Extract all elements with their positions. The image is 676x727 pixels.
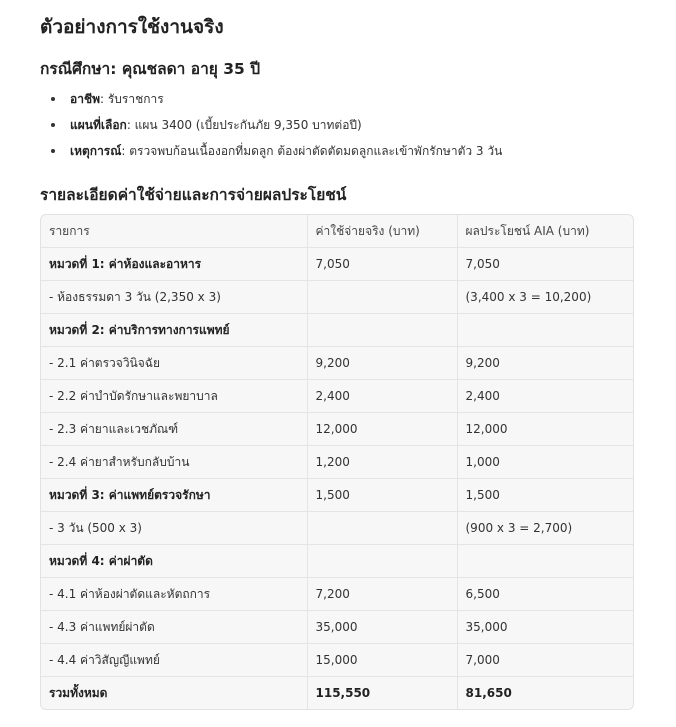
section-title: รายละเอียดค่าใช้จ่ายและการจ่ายผลประโยชน์ bbox=[40, 186, 347, 204]
row-item: - 4.4 ค่าวิสัญญีแพทย์ bbox=[41, 644, 307, 677]
row-item: - ห้องธรรมดา 3 วัน (2,350 x 3) bbox=[41, 281, 307, 314]
table-row bbox=[41, 248, 633, 281]
row-actual-cost bbox=[307, 281, 457, 314]
row-actual-cost bbox=[307, 314, 457, 347]
table-header-row bbox=[41, 215, 633, 248]
row-benefit: 9,200 bbox=[457, 347, 633, 380]
row-item: - 2.2 ค่าบำบัดรักษาและพยาบาล bbox=[41, 380, 307, 413]
row-actual-cost: 15,000 bbox=[307, 644, 457, 677]
row-benefit bbox=[457, 545, 633, 578]
table-row bbox=[41, 347, 633, 380]
case-title: กรณีศึกษา: คุณชลดา อายุ 35 ปี bbox=[40, 60, 261, 78]
row-item: - 3 วัน (500 x 3) bbox=[41, 512, 307, 545]
row-item: - 2.4 ค่ายาสำหรับกลับบ้าน bbox=[41, 446, 307, 479]
row-actual-cost: 2,400 bbox=[307, 380, 457, 413]
row-benefit: 1,500 bbox=[457, 479, 633, 512]
row-actual-cost bbox=[307, 512, 457, 545]
detail-plan bbox=[48, 112, 636, 138]
header-aia-benefit: ผลประโยชน์ AIA (บาท) bbox=[457, 215, 633, 248]
row-actual-cost bbox=[307, 545, 457, 578]
row-benefit: 6,500 bbox=[457, 578, 633, 611]
row-item: หมวดที่ 1: ค่าห้องและอาหาร bbox=[41, 248, 307, 281]
row-item: - 2.1 ค่าตรวจวินิจฉัย bbox=[41, 347, 307, 380]
row-actual-cost: 12,000 bbox=[307, 413, 457, 446]
table-row bbox=[41, 578, 633, 611]
table-row bbox=[41, 611, 633, 644]
table-row bbox=[41, 512, 633, 545]
row-actual-cost: 1,200 bbox=[307, 446, 457, 479]
row-actual-cost: 35,000 bbox=[307, 611, 457, 644]
row-item: - 2.3 ค่ายาและเวชภัณฑ์ bbox=[41, 413, 307, 446]
expense-table-container bbox=[40, 214, 634, 710]
detail-value: : รับราชการ bbox=[100, 92, 164, 106]
table-total-row bbox=[41, 677, 633, 710]
row-actual-cost: 7,050 bbox=[307, 248, 457, 281]
total-actual-cost: 115,550 bbox=[307, 677, 457, 710]
detail-label: เหตุการณ์ bbox=[70, 144, 122, 158]
total-label: รวมทั้งหมด bbox=[49, 685, 108, 700]
header-actual-cost: ค่าใช้จ่ายจริง (บาท) bbox=[307, 215, 457, 248]
table-row bbox=[41, 446, 633, 479]
table-row bbox=[41, 281, 633, 314]
detail-event bbox=[48, 138, 636, 164]
table-row bbox=[41, 314, 633, 347]
row-benefit: 12,000 bbox=[457, 413, 633, 446]
row-benefit: 7,000 bbox=[457, 644, 633, 677]
row-benefit bbox=[457, 314, 633, 347]
detail-occupation bbox=[48, 86, 636, 112]
table-row bbox=[41, 380, 633, 413]
row-benefit: 2,400 bbox=[457, 380, 633, 413]
row-item: - 4.1 ค่าห้องผ่าตัดและหัตถการ bbox=[41, 578, 307, 611]
row-benefit: 1,000 bbox=[457, 446, 633, 479]
table-row bbox=[41, 644, 633, 677]
page-title: ตัวอย่างการใช้งานจริง bbox=[40, 16, 224, 38]
table-row bbox=[41, 479, 633, 512]
total-benefit: 81,650 bbox=[457, 677, 633, 710]
expense-table bbox=[41, 215, 633, 709]
row-benefit: (3,400 x 3 = 10,200) bbox=[457, 281, 633, 314]
table-row bbox=[41, 413, 633, 446]
row-benefit: 7,050 bbox=[457, 248, 633, 281]
row-item: หมวดที่ 4: ค่าผ่าตัด bbox=[41, 545, 307, 578]
row-item: หมวดที่ 2: ค่าบริการทางการแพทย์ bbox=[41, 314, 307, 347]
header-item: รายการ bbox=[41, 215, 307, 248]
detail-label: อาชีพ bbox=[70, 92, 100, 106]
detail-value: : ตรวจพบก้อนเนื้องอกที่มดลูก ต้องผ่าตัดตัดมดลูกและเข้าพักรักษาตัว 3 วัน bbox=[121, 144, 503, 158]
detail-label: แผนที่เลือก bbox=[70, 118, 127, 132]
row-benefit: 35,000 bbox=[457, 611, 633, 644]
detail-value: : แผน 3400 (เบี้ยประกันภัย 9,350 บาทต่อปี) bbox=[126, 118, 362, 132]
row-actual-cost: 7,200 bbox=[307, 578, 457, 611]
row-actual-cost: 9,200 bbox=[307, 347, 457, 380]
row-item: หมวดที่ 3: ค่าแพทย์ตรวจรักษา bbox=[41, 479, 307, 512]
case-details-list bbox=[40, 86, 636, 164]
row-actual-cost: 1,500 bbox=[307, 479, 457, 512]
row-item: - 4.3 ค่าแพทย์ผ่าตัด bbox=[41, 611, 307, 644]
row-benefit: (900 x 3 = 2,700) bbox=[457, 512, 633, 545]
table-row bbox=[41, 545, 633, 578]
